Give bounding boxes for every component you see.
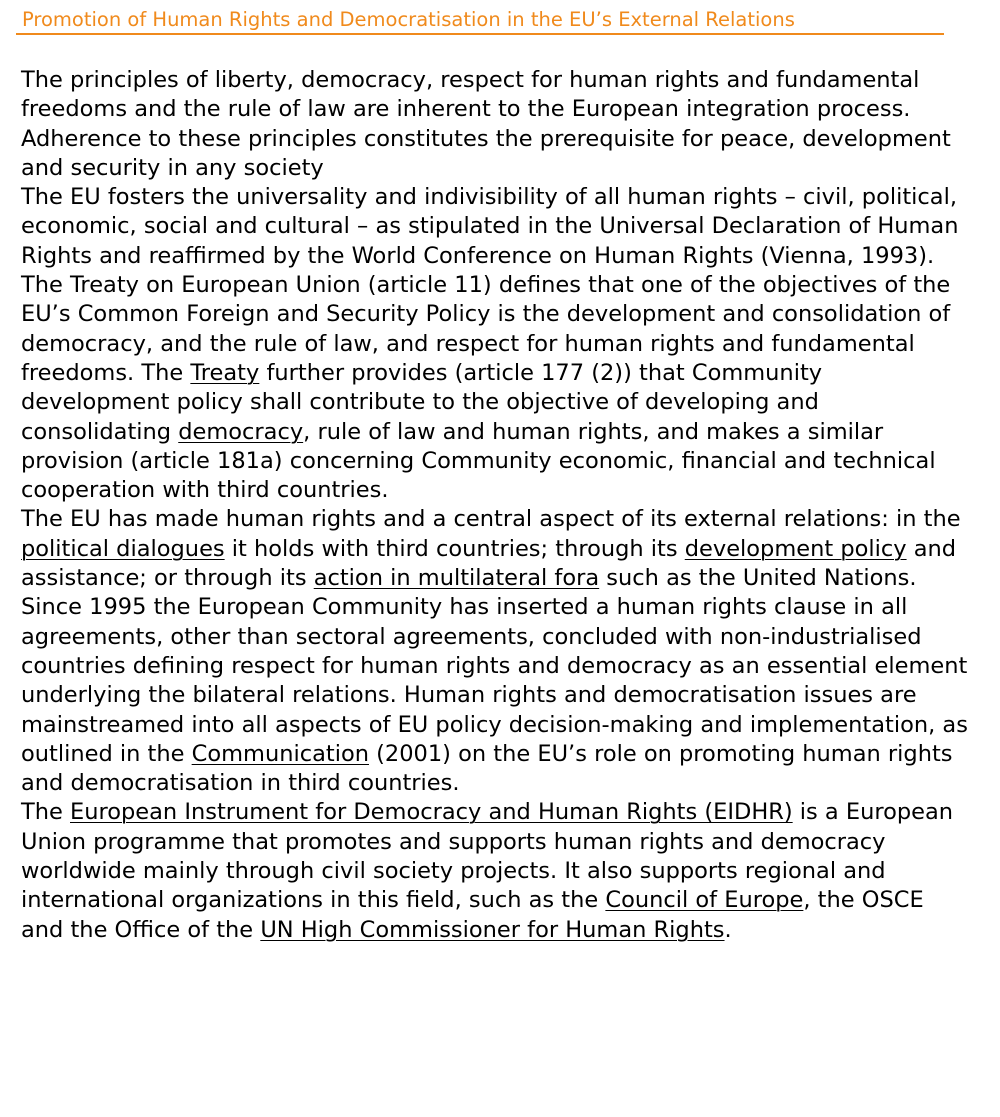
paragraph-universality-text-1: The EU fosters the universality and indivisibility of all human rights – civil, political, economic, social and cultural – as stipulated in the Universal Declaration of Human Rights and reaffirmed by the World Conference on Human Rights (Vienna, 1993). The Treaty on European Union (article 11) defines that one of the objectives of the EU’s Common Foreign and Security Policy is the development and consolidation of democracy, and the rule of law, and respect for human rights and fundamental freedoms. The <box>21 184 959 386</box>
political-dialogues-link[interactable]: political dialogues <box>21 535 225 562</box>
democracy-link[interactable]: democracy <box>178 418 304 445</box>
eidhr-link[interactable]: European Instrument for Democracy and Human Rights (EIDHR) <box>70 799 793 826</box>
paragraph-eidhr <box>21 798 971 944</box>
page-title: Promotion of Human Rights and Democratisation in the EU’s External Relations <box>22 8 795 31</box>
title-underline-rule <box>16 33 944 35</box>
article-body <box>21 66 971 945</box>
paragraph-eidhr-text-3: , the OSCE and the Office of the <box>21 887 924 943</box>
un-high-commissioner-link[interactable]: UN High Commissioner for Human Rights <box>260 916 725 943</box>
multilateral-fora-link[interactable]: action in multilateral fora <box>313 565 600 592</box>
paragraph-external-relations-text-4: such as the United Nations. <box>599 565 917 592</box>
paragraph-human-rights-clause-text-2: (2001) on the EU’s role on promoting human rights and democratisation in third countries. <box>21 740 953 797</box>
paragraph-universality <box>21 183 971 505</box>
paragraph-universality-text-2: further provides (article 177 (2)) that Community development policy shall contribute to the objective of developing and consolidating <box>21 359 823 445</box>
communication-link[interactable]: Communication <box>191 740 369 767</box>
paragraph-principles-text: The principles of liberty, democracy, respect for human rights and fundamental freedoms and the rule of law are inherent to the European integration process. Adherence to these principles constitutes the prerequisite for peace, development and security in any society <box>21 67 951 181</box>
development-policy-link[interactable]: development policy <box>684 535 907 562</box>
paragraph-eidhr-text-4: . <box>724 916 732 943</box>
paragraph-principles <box>21 66 971 183</box>
council-of-europe-link[interactable]: Council of Europe <box>605 887 804 914</box>
paragraph-external-relations-text-1: The EU has made human rights and a central aspect of its external relations: in the <box>21 506 961 533</box>
paragraph-eidhr-text-2: is a European Union programme that promotes and supports human rights and democracy worldwide mainly through civil society projects. It also supports regional and international organizations in this field, such as the <box>21 799 954 914</box>
treaty-link[interactable]: Treaty <box>190 359 260 386</box>
paragraph-external-relations-text-2: it holds with third countries; through its <box>224 535 685 562</box>
paragraph-eidhr-text-1: The <box>21 799 70 826</box>
paragraph-external-relations <box>21 505 971 593</box>
paragraph-human-rights-clause-text-1: Since 1995 the European Community has inserted a human rights clause in all agreements, other than sectoral agreements, concluded with non-industrialised countries defining respect for human rights and democracy as an essential element underlying the bilateral relations. Human rights and democratisation issues are mainstreamed into all aspects of EU policy decision-making and implementation, as outlined in the <box>21 594 968 767</box>
paragraph-human-rights-clause <box>21 593 971 798</box>
paragraph-external-relations-text-3: and assistance; or through its <box>21 535 957 592</box>
paragraph-universality-text-3: , rule of law and human rights, and makes a similar provision (article 181a) concerning Community economic, financial and technical cooperation with third countries. <box>21 418 936 504</box>
